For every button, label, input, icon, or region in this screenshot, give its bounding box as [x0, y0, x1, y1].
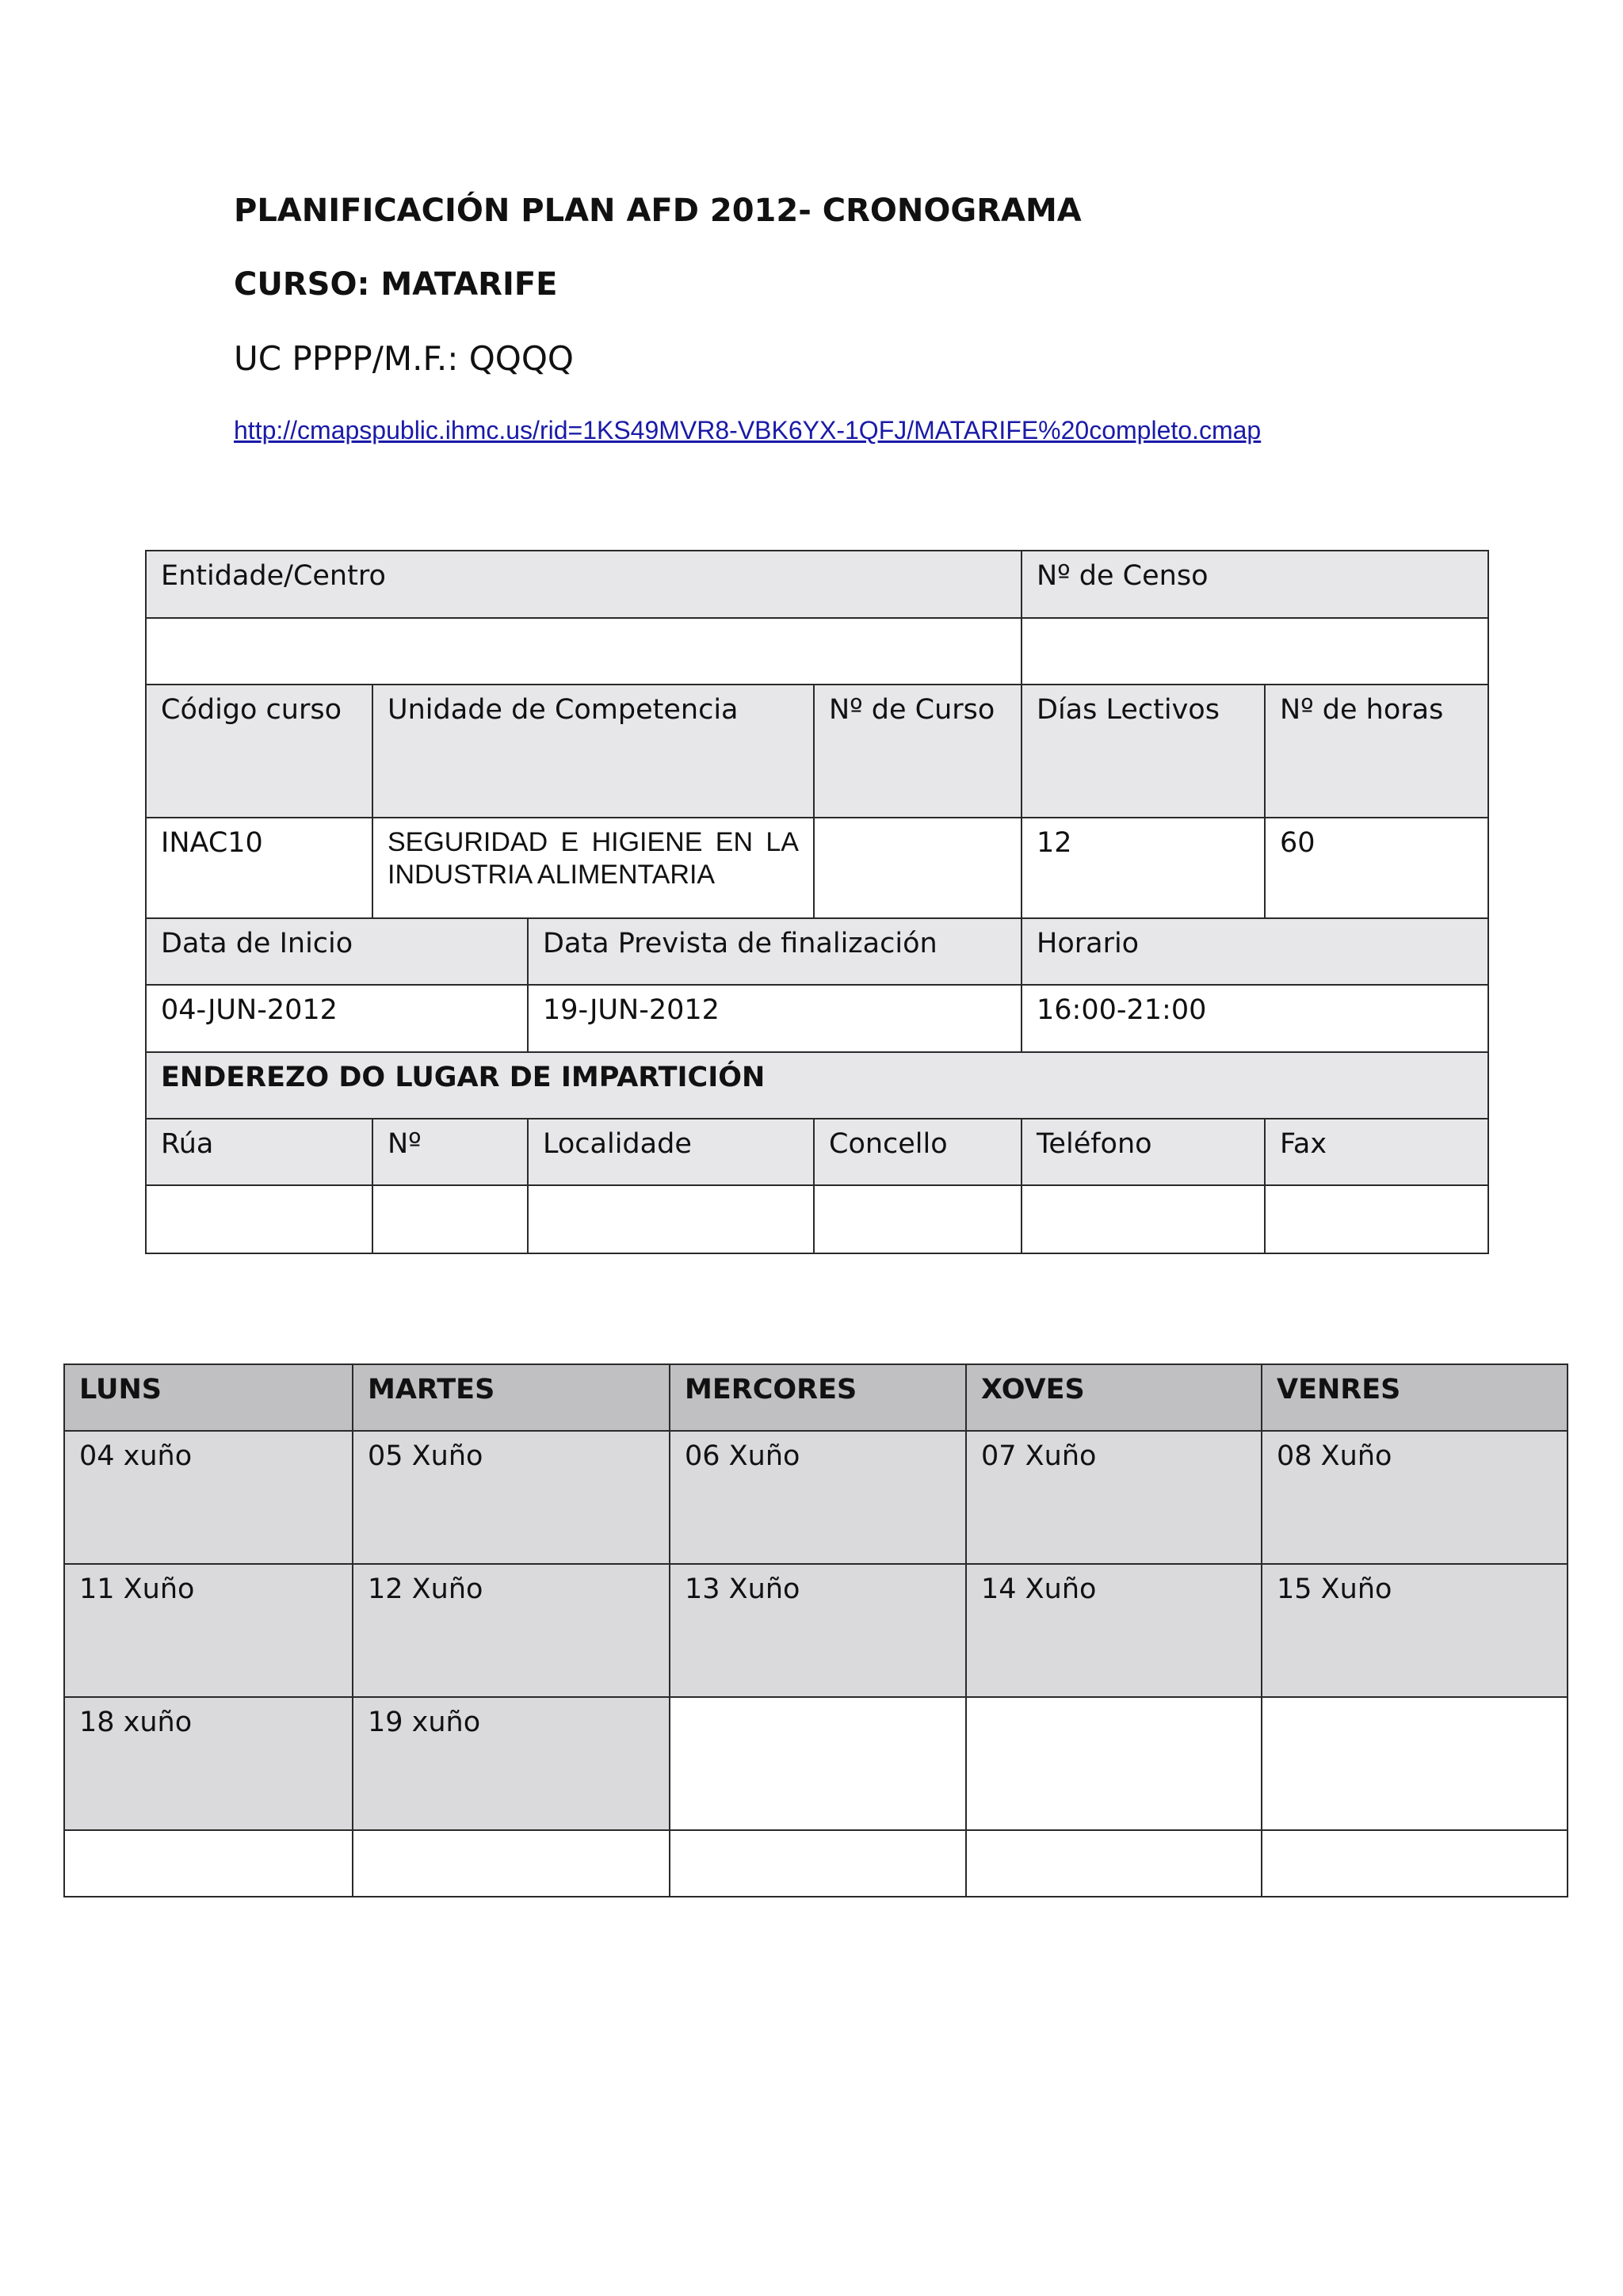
calendar-cell[interactable]: 14 Xuño	[966, 1564, 1262, 1697]
calendar-cell[interactable]: 18 xuño	[64, 1697, 353, 1830]
calendar-cell-empty[interactable]	[1262, 1830, 1568, 1897]
calendar-cell[interactable]: 15 Xuño	[1262, 1564, 1568, 1697]
uc-line: UC PPPP/M.F.: QQQQ	[234, 339, 574, 378]
unidade-label: Unidade de Competencia	[372, 685, 814, 818]
calendar-cell[interactable]: 06 Xuño	[670, 1431, 966, 1564]
day-header-xoves: XOVES	[966, 1364, 1262, 1431]
calendar-cell-empty[interactable]	[353, 1830, 670, 1897]
enderezo-label: ENDEREZO DO LUGAR DE IMPARTICIÓN	[146, 1052, 1488, 1119]
telefono-value[interactable]	[1022, 1185, 1265, 1253]
concello-label: Concello	[814, 1119, 1022, 1185]
concello-value[interactable]	[814, 1185, 1022, 1253]
num-value[interactable]	[372, 1185, 528, 1253]
rua-value[interactable]	[146, 1185, 372, 1253]
fin-value[interactable]: 19-JUN-2012	[528, 985, 1022, 1052]
codigo-value[interactable]: INAC10	[146, 818, 372, 918]
num-curso-label: Nº de Curso	[814, 685, 1022, 818]
entidade-value[interactable]	[146, 618, 1022, 685]
telefono-label: Teléfono	[1022, 1119, 1265, 1185]
dias-label: Días Lectivos	[1022, 685, 1265, 818]
fax-value[interactable]	[1265, 1185, 1488, 1253]
codigo-label: Código curso	[146, 685, 372, 818]
num-curso-value[interactable]	[814, 818, 1022, 918]
unidade-value[interactable]: SEGURIDAD E HIGIENE EN LA INDUSTRIA ALIMENTARIA	[372, 818, 814, 918]
cmap-link[interactable]: http://cmapspublic.ihmc.us/rid=1KS49MVR8-VBK6YX-1QFJ/MATARIFE%20completo.cmap	[234, 416, 1262, 444]
calendar-cell-empty[interactable]	[64, 1830, 353, 1897]
calendar-cell[interactable]: 07 Xuño	[966, 1431, 1262, 1564]
horas-label: Nº de horas	[1265, 685, 1488, 818]
censo-label: Nº de Censo	[1022, 551, 1488, 618]
calendar-cell[interactable]	[1262, 1697, 1568, 1830]
fax-label: Fax	[1265, 1119, 1488, 1185]
calendar-cell[interactable]: 04 xuño	[64, 1431, 353, 1564]
calendar-cell[interactable]: 08 Xuño	[1262, 1431, 1568, 1564]
fin-label: Data Prevista de finalización	[528, 918, 1022, 985]
rua-label: Rúa	[146, 1119, 372, 1185]
day-header-luns: LUNS	[64, 1364, 353, 1431]
day-header-mercores: MERCORES	[670, 1364, 966, 1431]
calendar-cell[interactable]: 12 Xuño	[353, 1564, 670, 1697]
calendar-cell[interactable]: 13 Xuño	[670, 1564, 966, 1697]
censo-value[interactable]	[1022, 618, 1488, 685]
calendar-cell-empty[interactable]	[966, 1830, 1262, 1897]
entidade-label: Entidade/Centro	[146, 551, 1022, 618]
calendar-cell[interactable]: 11 Xuño	[64, 1564, 353, 1697]
localidade-value[interactable]	[528, 1185, 814, 1253]
calendar-cell[interactable]: 05 Xuño	[353, 1431, 670, 1564]
horario-label: Horario	[1022, 918, 1488, 985]
inicio-label: Data de Inicio	[146, 918, 528, 985]
inicio-value[interactable]: 04-JUN-2012	[146, 985, 528, 1052]
course-title: CURSO: MATARIFE	[234, 266, 558, 303]
calendar-cell[interactable]	[966, 1697, 1262, 1830]
course-info-table	[145, 550, 1489, 1254]
calendar-cell-empty[interactable]	[670, 1830, 966, 1897]
day-header-martes: MARTES	[353, 1364, 670, 1431]
dias-value[interactable]: 12	[1022, 818, 1265, 918]
localidade-label: Localidade	[528, 1119, 814, 1185]
num-label: Nº	[372, 1119, 528, 1185]
day-header-venres: VENRES	[1262, 1364, 1568, 1431]
schedule-calendar	[63, 1363, 1568, 1897]
page-title: PLANIFICACIÓN PLAN AFD 2012- CRONOGRAMA	[234, 193, 1082, 229]
horas-value[interactable]: 60	[1265, 818, 1488, 918]
calendar-cell[interactable]: 19 xuño	[353, 1697, 670, 1830]
calendar-cell[interactable]	[670, 1697, 966, 1830]
horario-value[interactable]: 16:00-21:00	[1022, 985, 1488, 1052]
